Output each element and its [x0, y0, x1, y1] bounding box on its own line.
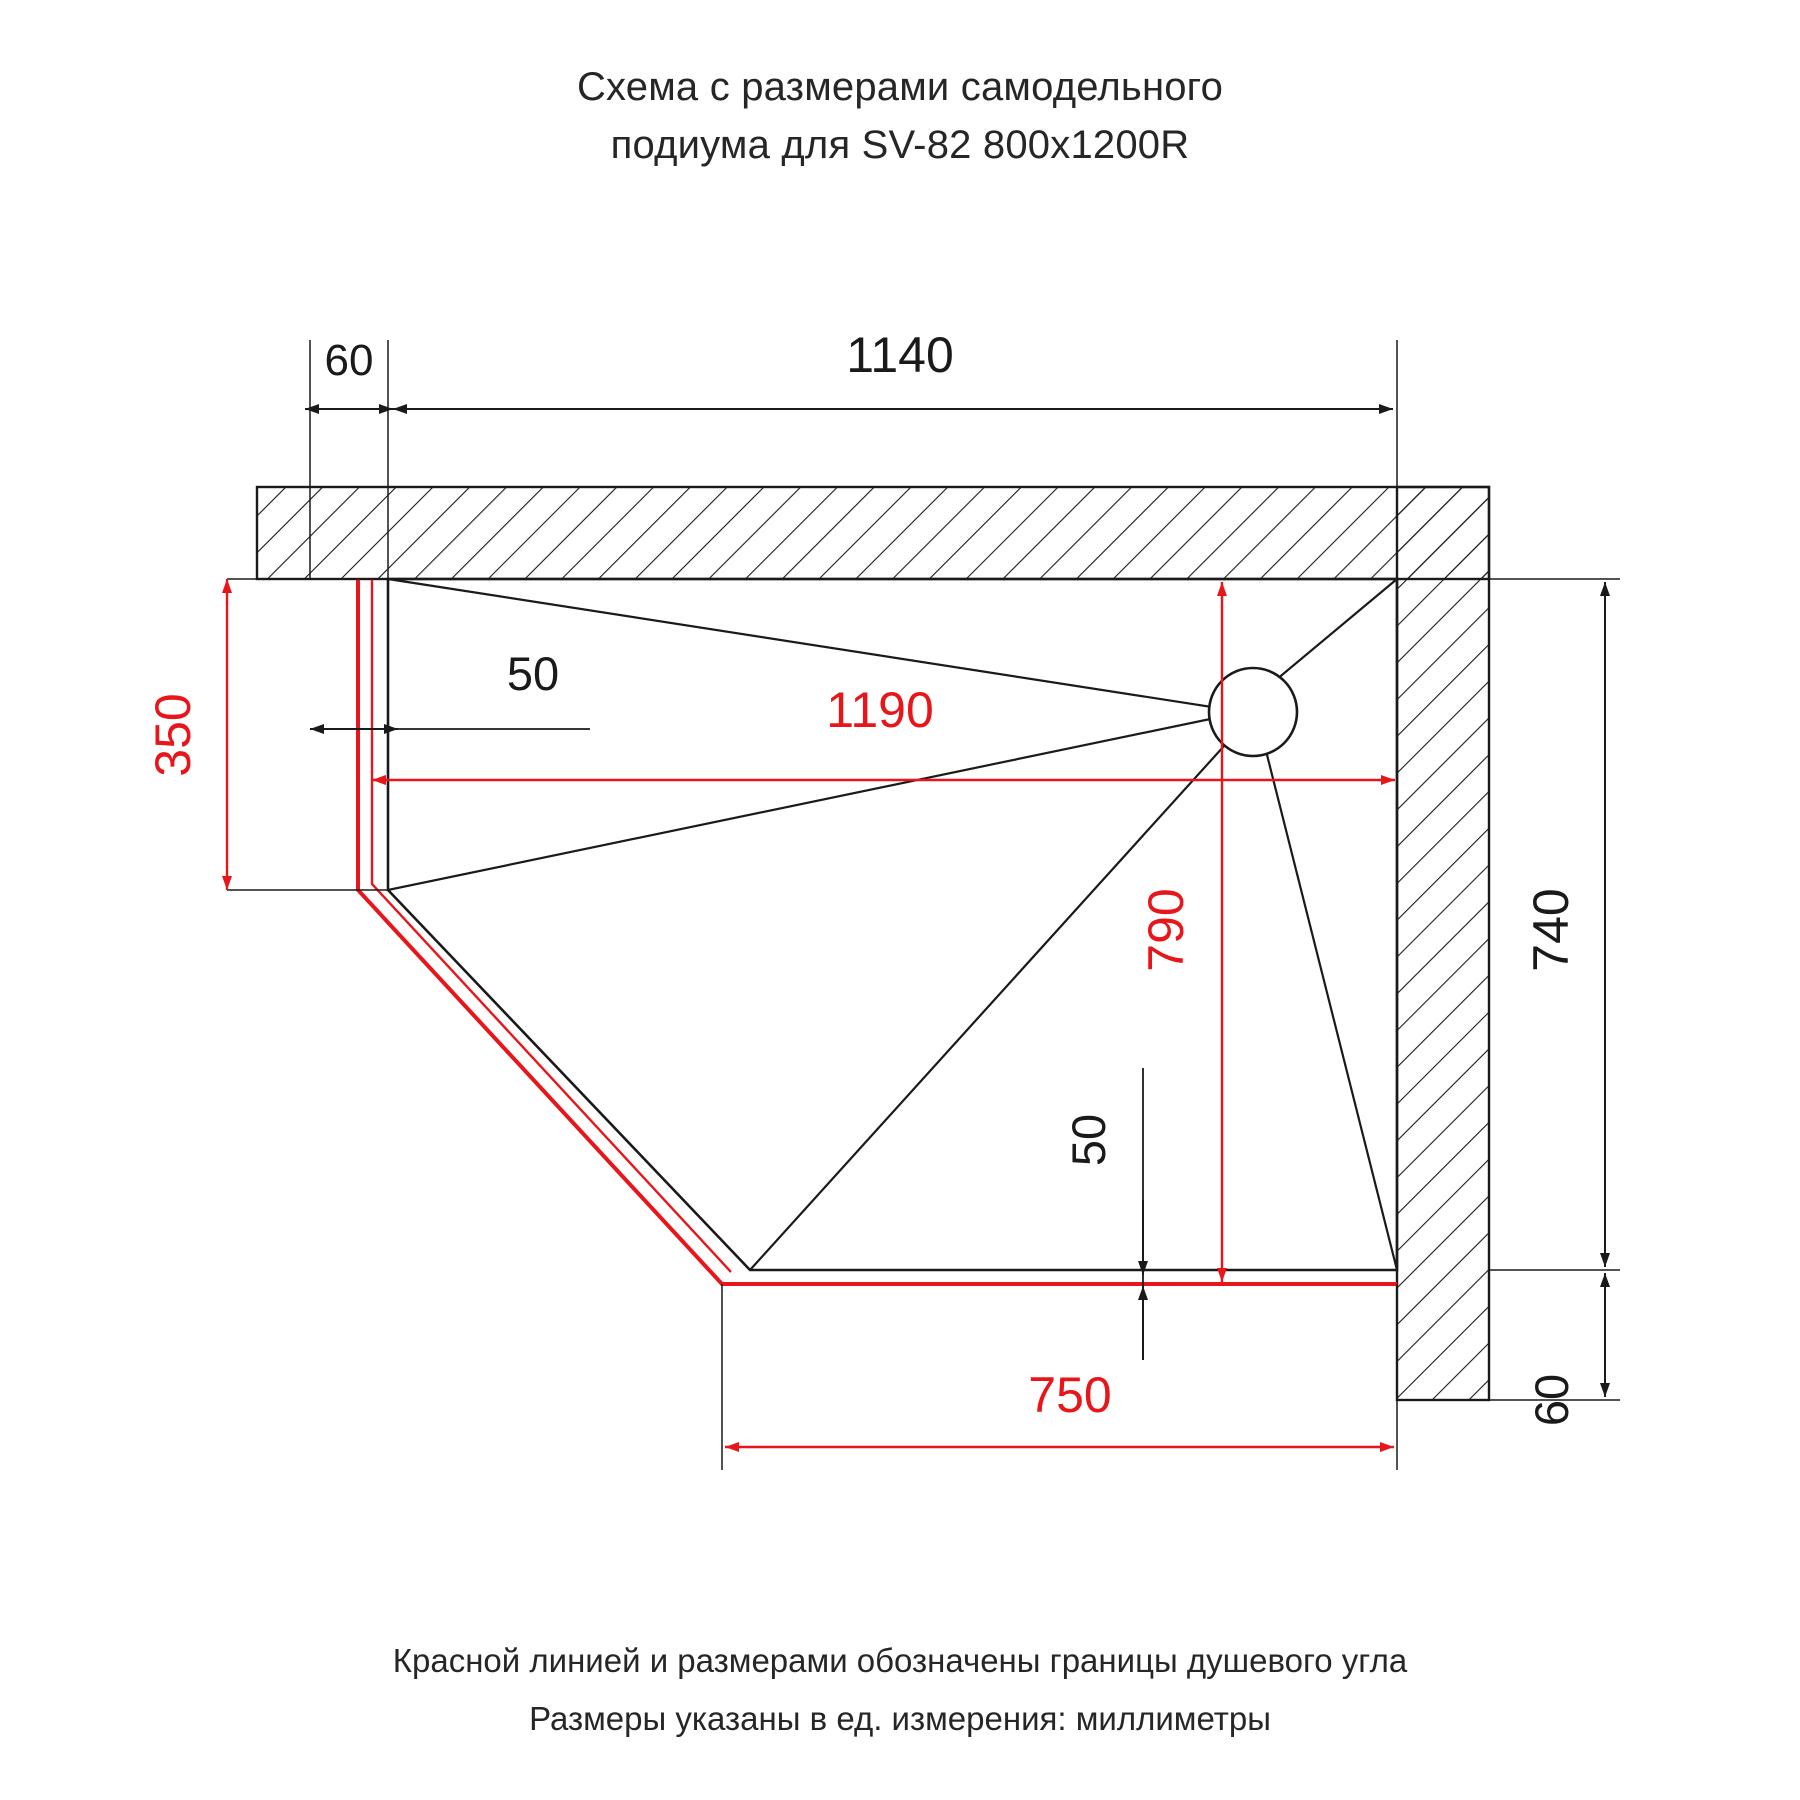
dimension-60-top-left — [305, 336, 393, 409]
dimension-label-750: 750 — [1028, 1367, 1112, 1423]
dimension-750-bottom — [725, 1367, 1394, 1447]
dimension-60-right — [1525, 1273, 1605, 1426]
dimension-label-60-top: 60 — [324, 336, 374, 385]
wall-hatching-right — [1397, 487, 1489, 1400]
footer-notes — [0, 1632, 1800, 1748]
footer-line-1: Красной линией и размерами обозначены границы душевого угла — [392, 1642, 1408, 1679]
dimension-50-bottom — [1062, 1068, 1143, 1360]
dimension-label-790: 790 — [1138, 888, 1194, 972]
dimension-label-1140: 1140 — [846, 327, 954, 383]
title-line-1: Схема с размерами самодельного — [576, 65, 1224, 109]
wall-hatching-top — [257, 487, 1489, 579]
dimension-label-740: 740 — [1523, 888, 1579, 972]
title-line-2: подиума для SV-82 800x1200R — [610, 123, 1190, 167]
dimension-740-right — [1523, 582, 1605, 1267]
dimension-label-50-bottom: 50 — [1062, 1113, 1115, 1167]
dimension-label-350: 350 — [145, 693, 201, 777]
dimension-50-left — [310, 647, 590, 729]
dimension-1140-top — [393, 327, 1393, 409]
dimension-350-left — [145, 579, 227, 890]
dimension-label-50-left: 50 — [506, 647, 560, 700]
dimension-790 — [1138, 582, 1222, 1282]
footer-line-2: Размеры указаны в ед. измерения: миллиметры — [529, 1699, 1271, 1737]
dimension-label-60-right: 60 — [1525, 1373, 1578, 1427]
dimension-label-1190: 1190 — [826, 682, 934, 738]
